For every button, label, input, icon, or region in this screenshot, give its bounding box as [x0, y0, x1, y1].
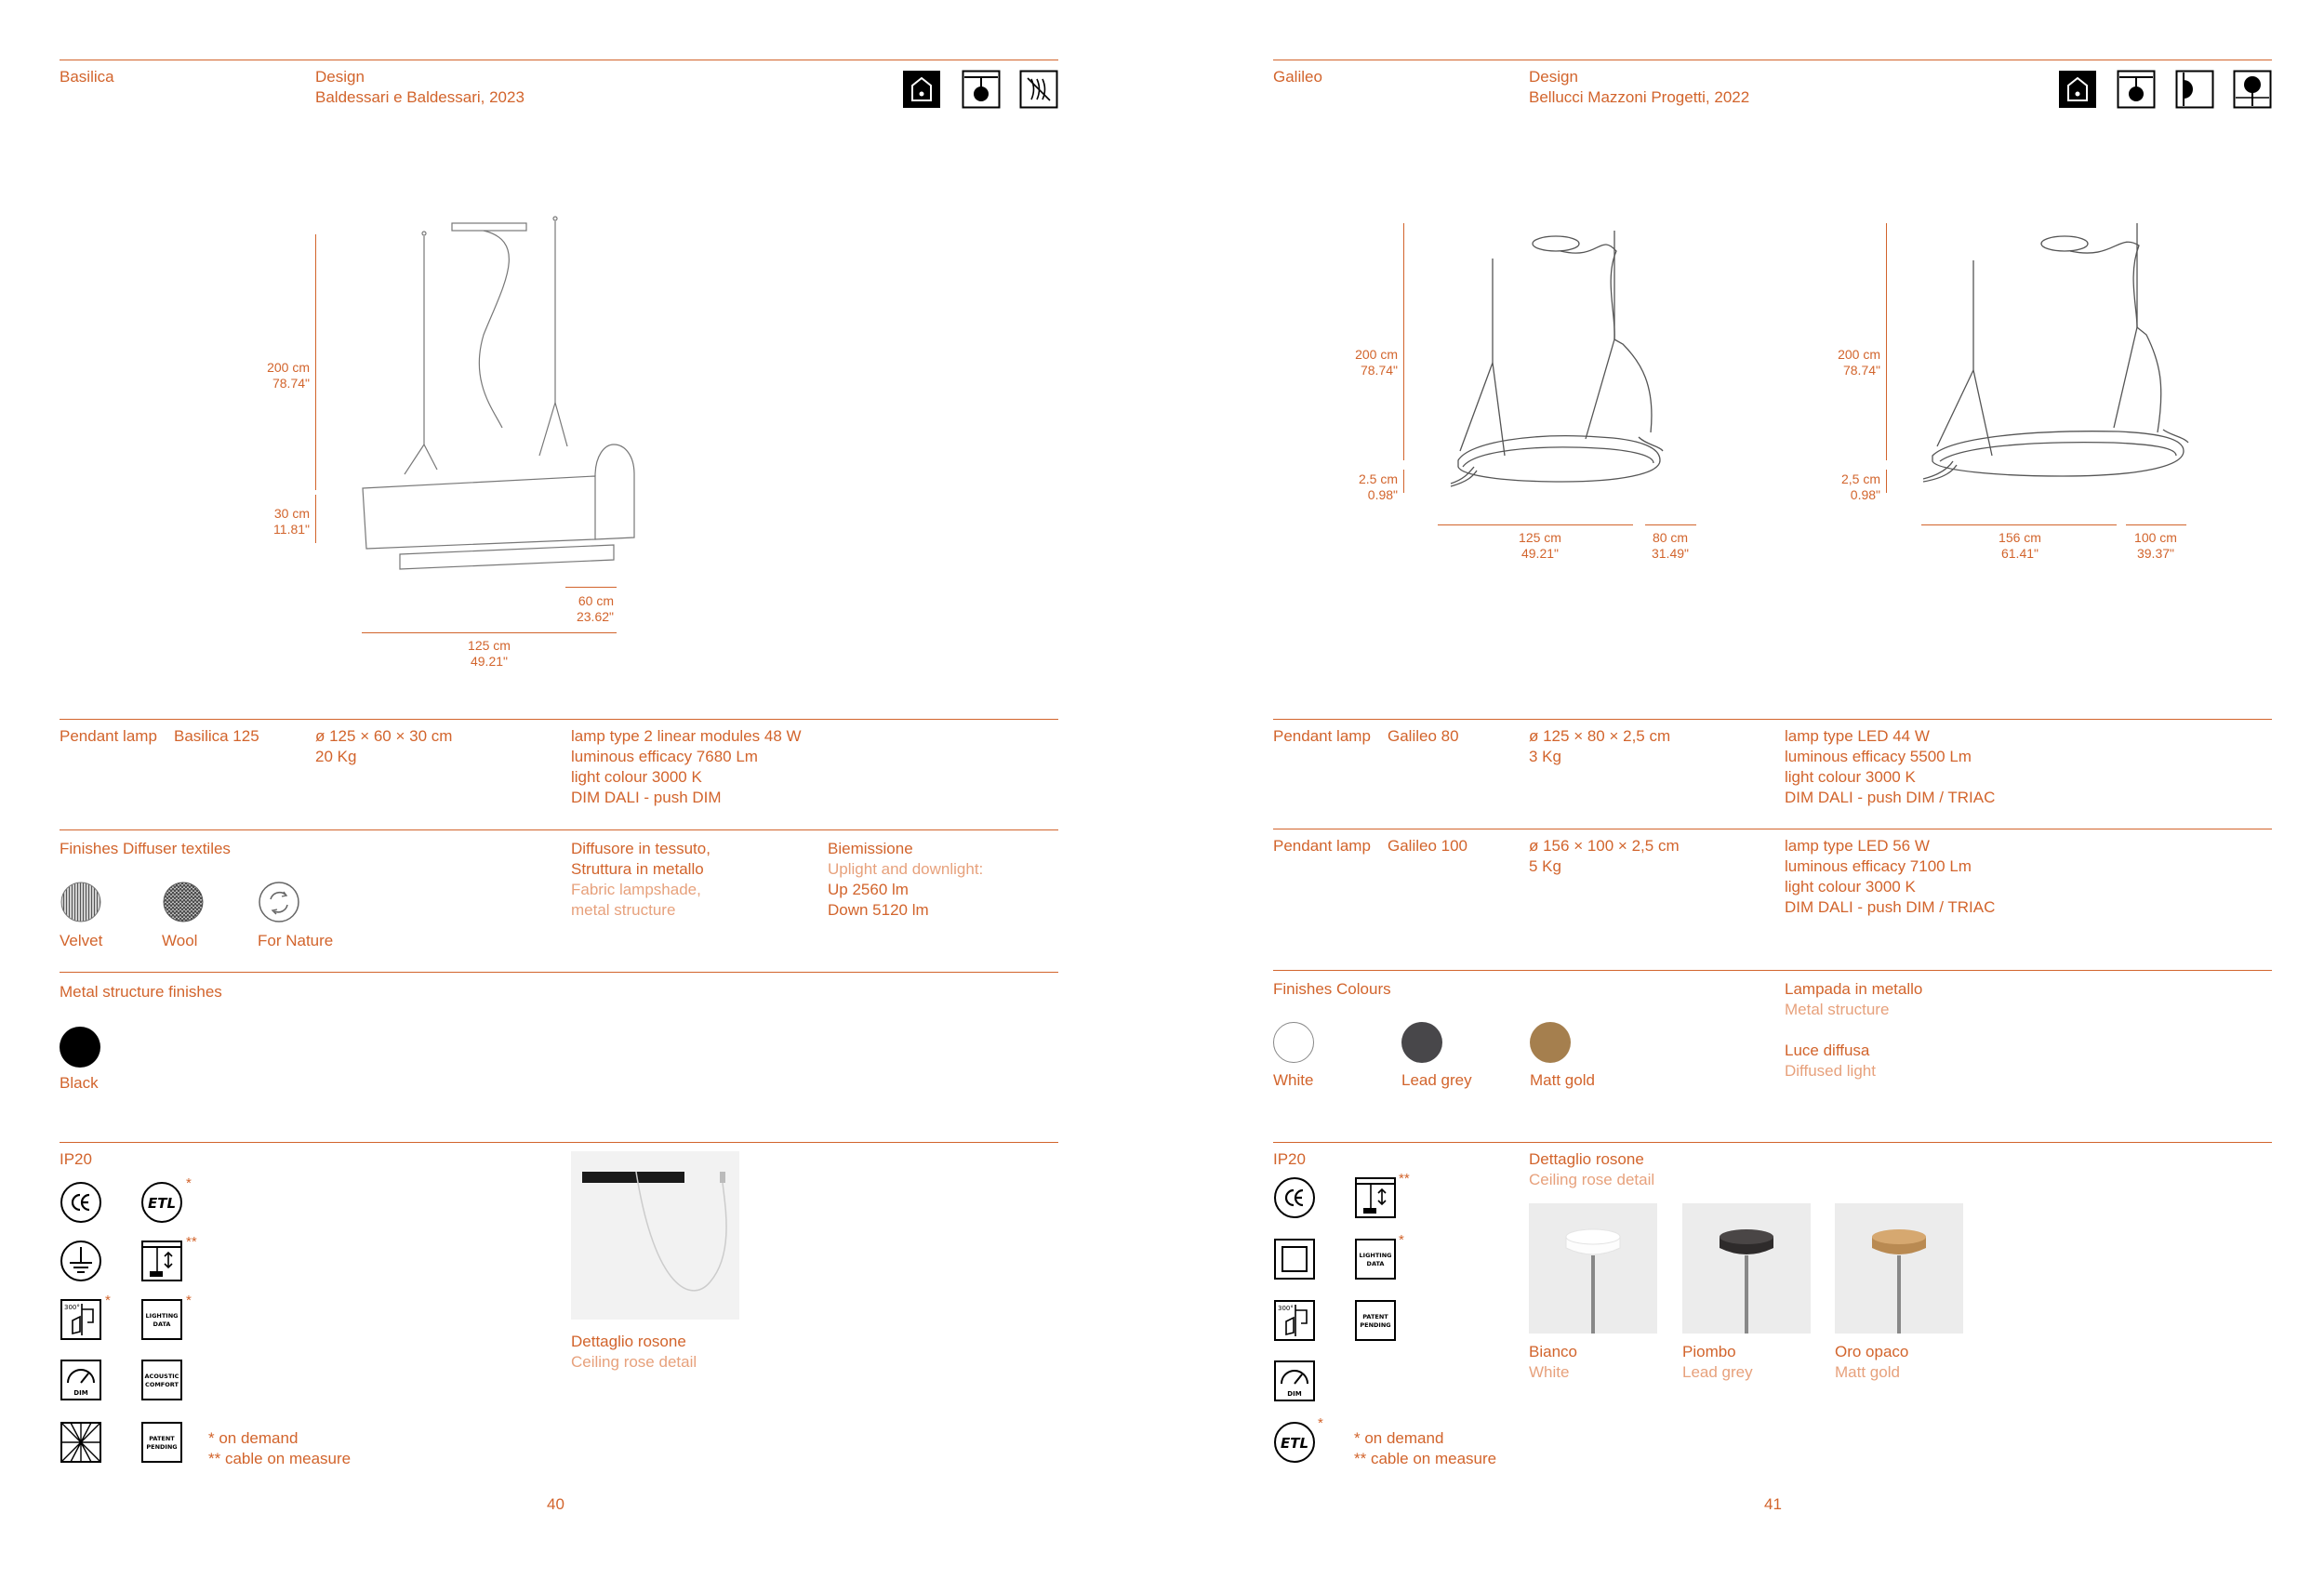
svg-text:ETL: ETL — [1280, 1435, 1309, 1452]
lighting-data-marker: * — [186, 1293, 192, 1308]
width-dimension-line — [362, 632, 617, 633]
height-dimension-label — [1806, 347, 1880, 378]
wool-swatch — [162, 881, 205, 923]
designer-name: Bellucci Mazzoni Progetti, 2022 — [1529, 88, 1750, 106]
depth-cm: 60 cm — [578, 593, 614, 608]
rose-main: Oro opaco — [1835, 1343, 1909, 1360]
emission-description — [828, 839, 983, 921]
depth-dimension-line — [1645, 524, 1696, 525]
depth-dimension-line — [2126, 524, 2186, 525]
spec-line: DIM DALI - push DIM / TRIAC — [1785, 789, 1996, 806]
ce-icon — [1273, 1176, 1316, 1219]
spec-size: ø 125 × 60 × 30 cm — [315, 727, 453, 745]
spec-line: luminous efficacy 7100 Lm — [1785, 857, 1972, 875]
etl-icon — [140, 1181, 183, 1224]
depth-dimension-label — [539, 593, 614, 625]
spec-type: Pendant lamp — [60, 727, 157, 745]
etl-on-demand-marker: * — [1318, 1415, 1323, 1431]
white-swatch — [1273, 1022, 1314, 1063]
svg-text:ETL: ETL — [147, 1195, 177, 1212]
patent-pending-icon — [1354, 1299, 1397, 1342]
thickness-dimension-line — [1886, 470, 1887, 493]
cable-measure-marker: ** — [186, 1234, 197, 1250]
depth-in: 23.62" — [576, 609, 614, 624]
rose-photo-matt-gold — [1835, 1203, 1963, 1334]
description-main: Luce diffusa — [1785, 1042, 1870, 1059]
spec-line: lamp type LED 56 W — [1785, 837, 1930, 855]
height-in: 78.74" — [272, 376, 310, 391]
rose-photo-lead-grey — [1682, 1203, 1811, 1334]
cable-measure-icon — [1354, 1176, 1397, 1219]
finishes-rule — [60, 829, 1058, 830]
svg-text:300°: 300° — [1278, 1305, 1294, 1312]
spec-details — [571, 726, 802, 808]
tree-light-icon — [2233, 70, 2272, 109]
height-in: 78.74" — [1360, 363, 1398, 378]
galileo-80-technical-drawing — [1432, 223, 1683, 502]
body-dimension-line — [315, 495, 316, 543]
no-uv-icon — [1019, 70, 1058, 109]
cert-rule — [1273, 1142, 2272, 1143]
description-sub: Metal structure — [1785, 1001, 1890, 1018]
description-main: Diffusore in tessuto, — [571, 840, 710, 857]
rose-label-lead-grey — [1682, 1342, 1753, 1383]
pendant-icon — [2117, 70, 2156, 109]
etl-icon — [1273, 1421, 1316, 1464]
patent-pending-text: PATENT PENDING — [146, 1435, 178, 1451]
cert-rule — [60, 1142, 1058, 1143]
spec-line: light colour 3000 K — [571, 768, 702, 786]
rose-title: Dettaglio rosone — [571, 1333, 686, 1350]
note-on-demand: * on demand — [208, 1429, 299, 1447]
dim-icon — [60, 1359, 102, 1401]
dim-icon — [1273, 1360, 1316, 1402]
lighting-data-text: LIGHTING DATA — [145, 1312, 179, 1328]
rose-sub: White — [1529, 1363, 1570, 1381]
width-cm: 125 cm — [1519, 530, 1561, 545]
acoustic-comfort-text: ACOUSTIC COMFORT — [144, 1373, 179, 1388]
width-cm: 125 cm — [468, 638, 511, 653]
product-name: Galileo — [1273, 68, 1322, 86]
spec-weight: 5 Kg — [1529, 857, 1561, 875]
width-dimension-line — [1921, 524, 2117, 525]
lighting-data-icon — [140, 1298, 183, 1341]
light-description — [1785, 1041, 1876, 1081]
rose-main: Bianco — [1529, 1343, 1577, 1360]
ceiling-distance-marker: * — [105, 1293, 111, 1308]
depth-in: 39.37" — [2136, 546, 2174, 561]
cable-measure-marker: ** — [1399, 1171, 1410, 1187]
spec-model: Basilica 125 — [174, 727, 259, 745]
finishes-title: Finishes Colours — [1273, 980, 1391, 998]
rose-subtitle: Ceiling rose detail — [571, 1353, 697, 1371]
galileo-100-technical-drawing — [1914, 223, 2211, 502]
ip-rating: IP20 — [60, 1150, 92, 1168]
dim-text: DIM — [73, 1389, 88, 1397]
rose-subtitle: Ceiling rose detail — [1529, 1171, 1655, 1188]
finishes-rule — [1273, 970, 2272, 971]
spec-line: light colour 3000 K — [1785, 768, 1916, 786]
finishes-title: Finishes Diffuser textiles — [60, 840, 231, 857]
height-in: 78.74" — [1842, 363, 1880, 378]
emission-main: Biemissione — [828, 840, 913, 857]
spec-line: light colour 3000 K — [1785, 878, 1916, 896]
depth-dimension-label — [2118, 530, 2193, 562]
designer-name: Baldessari e Baldessari, 2023 — [315, 88, 525, 106]
spec-weight: 20 Kg — [315, 748, 357, 765]
velvet-swatch — [60, 881, 102, 923]
height-dimension-line — [1403, 223, 1404, 460]
finish-label-lead-grey: Lead grey — [1401, 1071, 1472, 1089]
matt-gold-swatch — [1530, 1022, 1571, 1063]
description-sub: metal structure — [571, 901, 676, 919]
design-label: Design — [1529, 68, 1578, 86]
rose-main: Piombo — [1682, 1343, 1736, 1360]
thickness-in: 0.98" — [1850, 487, 1880, 502]
notes — [208, 1428, 351, 1469]
spec-type: Pendant lamp — [1273, 837, 1371, 855]
thickness-cm: 2,5 cm — [1840, 471, 1880, 486]
thickness-in: 0.98" — [1367, 487, 1398, 502]
spec-type: Pendant lamp — [1273, 727, 1371, 745]
description-main: Struttura in metallo — [571, 860, 704, 878]
page-number: 41 — [1764, 1495, 1782, 1513]
thickness-dimension-label — [1806, 471, 1880, 503]
depth-cm: 80 cm — [1652, 530, 1689, 545]
height-cm: 200 cm — [1355, 347, 1398, 362]
width-dimension-label — [1494, 530, 1587, 562]
page-number: 40 — [547, 1495, 564, 1513]
ceiling-rose-photo — [571, 1151, 739, 1320]
ceiling-distance-icon — [1273, 1299, 1316, 1342]
beam-icon — [60, 1421, 102, 1464]
spec-line: DIM DALI - push DIM / TRIAC — [1785, 898, 1996, 916]
body-dimension-label — [232, 506, 310, 537]
lighting-data-text: LIGHTING DATA — [1359, 1252, 1392, 1267]
design-label: Design — [315, 68, 365, 86]
indoor-home-icon — [2058, 70, 2097, 109]
spec-line: DIM DALI - push DIM — [571, 789, 722, 806]
for-nature-icon — [258, 881, 300, 923]
black-swatch — [60, 1027, 100, 1068]
thickness-dimension-line — [1403, 470, 1404, 493]
ip-rating: IP20 — [1273, 1150, 1306, 1168]
depth-in: 31.49" — [1651, 546, 1689, 561]
earth-ground-icon — [60, 1240, 102, 1282]
finish-label-velvet: Velvet — [60, 932, 103, 949]
patent-pending-text: PATENT PENDING — [1360, 1313, 1391, 1329]
spec-details — [1785, 726, 1995, 808]
height-dimension-label — [232, 360, 310, 391]
body-cm: 30 cm — [273, 506, 310, 521]
width-in: 49.21" — [470, 654, 508, 669]
finish-label-for-nature: For Nature — [258, 932, 334, 949]
dim-text: DIM — [1287, 1390, 1302, 1398]
cable-measure-icon — [140, 1240, 183, 1282]
emission-up: Up 2560 lm — [828, 881, 909, 898]
spec-line: lamp type LED 44 W — [1785, 727, 1930, 745]
spec-line: lamp type 2 linear modules 48 W — [571, 727, 802, 745]
spec-size: ø 125 × 80 × 2,5 cm — [1529, 727, 1671, 745]
description-sub: Fabric lampshade, — [571, 881, 701, 898]
rose-photo-white — [1529, 1203, 1657, 1334]
emission-down: Down 5120 lm — [828, 901, 929, 919]
description-sub: Diffused light — [1785, 1062, 1876, 1080]
ce-icon — [60, 1181, 102, 1224]
rose-label-matt-gold — [1835, 1342, 1908, 1383]
width-dimension-line — [1438, 524, 1633, 525]
width-cm: 156 cm — [1999, 530, 2041, 545]
width-in: 61.41" — [2000, 546, 2038, 561]
finish-label-white: White — [1273, 1071, 1314, 1089]
depth-dimension-line — [565, 587, 617, 588]
rose-sub: Lead grey — [1682, 1363, 1753, 1381]
width-in: 49.21" — [1521, 546, 1559, 561]
patent-pending-icon — [140, 1421, 183, 1464]
thickness-cm: 2.5 cm — [1358, 471, 1398, 486]
width-dimension-label — [443, 638, 536, 670]
spec-rule — [60, 719, 1058, 720]
product-name: Basilica — [60, 68, 114, 86]
ceiling-distance-icon — [60, 1298, 102, 1341]
etl-on-demand-marker: * — [186, 1175, 192, 1191]
spec-weight: 3 Kg — [1529, 748, 1561, 765]
diffuser-description — [571, 839, 710, 921]
spec-size: ø 156 × 100 × 2,5 cm — [1529, 837, 1680, 855]
metal-label-black: Black — [60, 1074, 99, 1092]
spec-line: luminous efficacy 7680 Lm — [571, 748, 758, 765]
height-cm: 200 cm — [267, 360, 310, 375]
rose-title: Dettaglio rosone — [1529, 1150, 1644, 1168]
lead-grey-swatch — [1401, 1022, 1442, 1063]
finish-label-matt-gold: Matt gold — [1530, 1071, 1595, 1089]
height-dimension-label — [1323, 347, 1398, 378]
metal-rule — [60, 972, 1058, 973]
class-ii-icon — [1273, 1238, 1316, 1280]
description-main: Lampada in metallo — [1785, 980, 1923, 998]
metal-title: Metal structure finishes — [60, 983, 222, 1001]
finish-label-wool: Wool — [162, 932, 198, 949]
spec-model: Galileo 100 — [1388, 837, 1468, 855]
width-dimension-label — [1973, 530, 2066, 562]
lighting-data-icon — [1354, 1238, 1397, 1280]
height-cm: 200 cm — [1838, 347, 1880, 362]
pendant-icon — [962, 70, 1001, 109]
half-light-icon — [2175, 70, 2214, 109]
body-in: 11.81" — [273, 522, 310, 537]
rose-label-white — [1529, 1342, 1577, 1383]
indoor-home-icon — [902, 70, 941, 109]
height-dimension-line — [1886, 223, 1887, 460]
notes — [1354, 1428, 1496, 1469]
depth-cm: 100 cm — [2134, 530, 2177, 545]
note-cable-measure: ** cable on measure — [1354, 1450, 1497, 1467]
svg-text:300°: 300° — [64, 1304, 80, 1311]
note-cable-measure: ** cable on measure — [208, 1450, 352, 1467]
acoustic-comfort-icon — [140, 1359, 183, 1401]
height-dimension-line — [315, 234, 316, 490]
rose-sub: Matt gold — [1835, 1363, 1900, 1381]
thickness-dimension-label — [1323, 471, 1398, 503]
depth-dimension-label — [1633, 530, 1707, 562]
lighting-data-marker: * — [1399, 1232, 1404, 1248]
structure-description — [1785, 979, 1922, 1020]
spec-rule — [1273, 719, 2272, 720]
spec-details — [1785, 836, 1995, 918]
spec-model: Galileo 80 — [1388, 727, 1459, 745]
spec-line: luminous efficacy 5500 Lm — [1785, 748, 1972, 765]
emission-sub: Uplight and downlight: — [828, 860, 984, 878]
note-on-demand: * on demand — [1354, 1429, 1444, 1447]
